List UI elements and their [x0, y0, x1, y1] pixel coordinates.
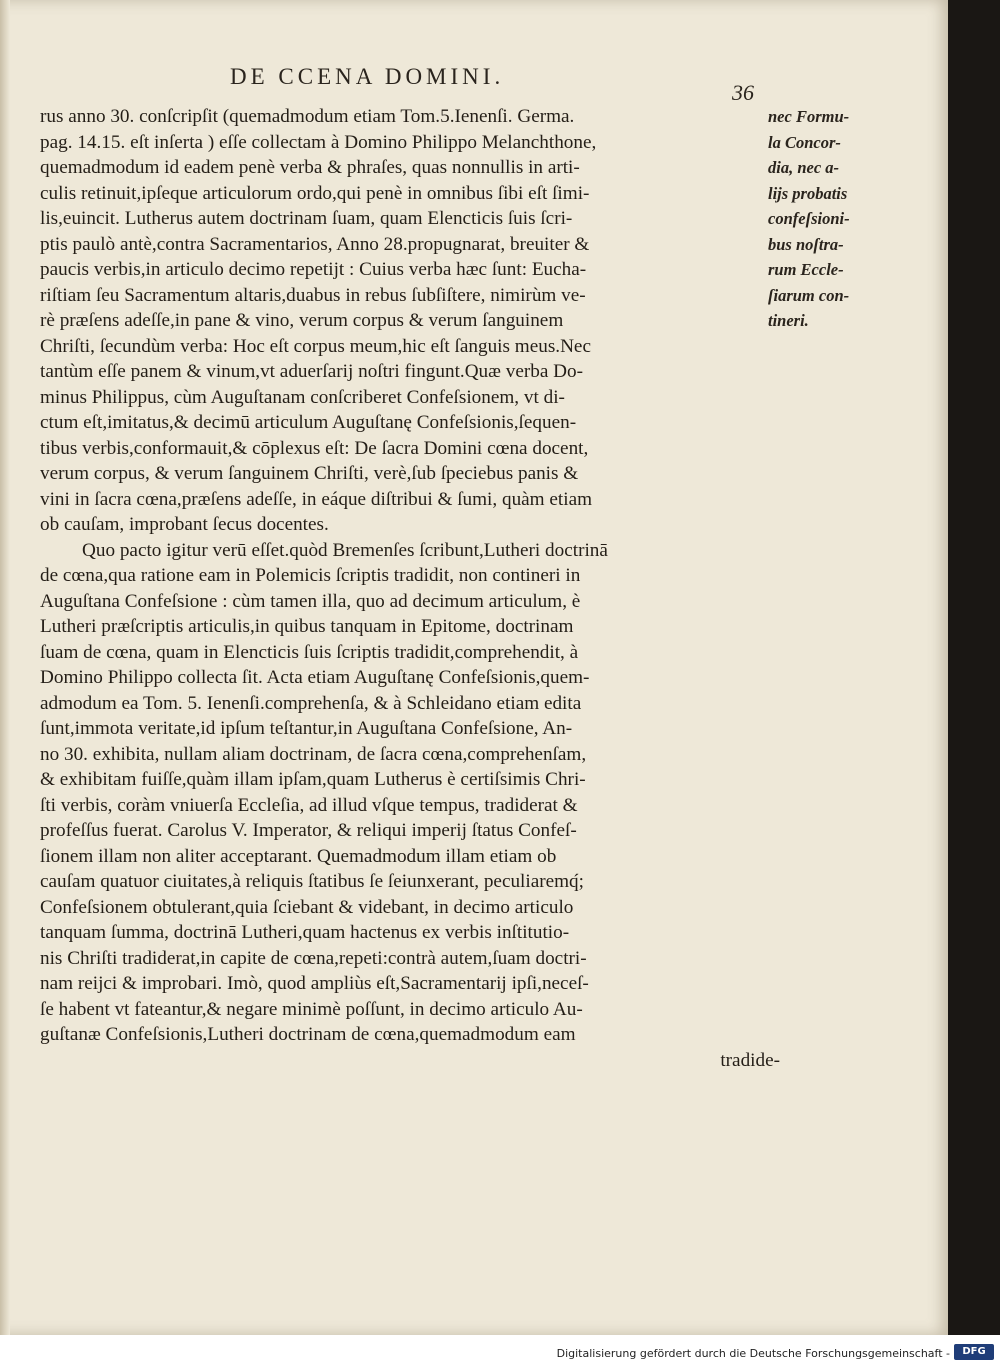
text-line: ſionem illam non aliter acceptarant. Quemadmodum illam etiam ob: [40, 845, 557, 867]
text-line: minus Philippus, cùm Auguſtanam conſcriberet Confeſsionem, vt di-: [40, 386, 565, 408]
main-text-block: [40, 104, 780, 1073]
funding-credit: Digitalisierung gefördert durch die Deutsche Forschungsgemeinschaft -: [556, 1347, 950, 1360]
text-line: lis,euincit. Lutherus autem doctrinam ſuam, quam Elencticis ſuis ſcri-: [40, 208, 573, 229]
text-line: ptis paulò antè,contra Sacramentarios, Anno 28.propugnarat, breuiter &: [40, 233, 590, 255]
text-line: Auguſtana Confeſsione : cùm tamen illa, quo ad decimum articulum, è: [40, 590, 581, 612]
margin-line: nec Formu-: [768, 107, 850, 126]
margin-line: rum Eccle-: [768, 260, 844, 279]
text-line: Domino Philippo collecta ſit. Acta etiam Auguſtanę Confeſsionis,quem-: [40, 667, 590, 688]
margin-line: tineri.: [768, 311, 809, 330]
margin-line: bus noſtra-: [768, 234, 844, 254]
text-line: & exhibitam fuiſſe,quàm illam ipſam,quam Lutherus è certiſsimis Chri-: [40, 769, 586, 790]
paragraph-start-line: Quo pacto igitur verū eſſet.quòd Bremenſes ſcribunt,Lutheri doctrinā: [82, 539, 608, 561]
margin-line: dia, nec a-: [768, 158, 840, 177]
text-line: pag. 14.15. eſt inſerta ) eſſe collectam à Domino Philippo Melanchthone,: [40, 131, 597, 153]
text-line: vini in ſacra cœna,præſens adeſſe, in eáque diſtribui & ſumi, quàm etiam: [40, 488, 593, 510]
text-line: Confeſsionem obtulerant,quia ſciebant & videbant, in decimo articulo: [40, 896, 574, 918]
text-line: tantùm eſſe panem & vinum,vt aduerſarij noſtri fingunt.Quæ verba Do-: [40, 361, 583, 382]
text-line: paucis verbis,in articulo decimo repetijt : Cuius verba hæc ſunt: Eucha-: [40, 259, 587, 280]
page-edge-shadow: [0, 0, 10, 1335]
text-line: Chriſti, ſecundùm verba: Hoc eſt corpus meum,hic eſt ſanguis meus.Nec: [40, 335, 591, 357]
dfg-logo-icon: DFG: [954, 1344, 994, 1360]
text-line: ob cauſam, improbant ſecus docentes.: [40, 514, 329, 535]
text-line: profeſſus fuerat. Carolus V. Imperator, & reliqui imperij ſtatus Confeſ-: [40, 820, 577, 841]
margin-line: ſiarum con-: [768, 285, 850, 305]
text-line: admodum ea Tom. 5. Ienenſi.comprehenſa, & à Schleidano etiam edita: [40, 692, 582, 714]
footer-bar: [0, 1335, 1000, 1369]
catchword: tradide-: [720, 1049, 780, 1071]
text-line: verum corpus, & verum ſanguinem Chriſti, verè,ſub ſpeciebus panis &: [40, 463, 579, 484]
text-line: rus anno 30. conſcripſit (quemadmodum etiam Tom.5.Ienenſi. Germa.: [40, 106, 575, 127]
margin-line: la Concor-: [768, 132, 841, 152]
margin-line: lijs probatis: [768, 183, 848, 203]
text-line: ſe habent vt fateantur,& negare minimè poſſunt, in decimo articulo Au-: [40, 998, 583, 1020]
text-line: de cœna,qua ratione eam in Polemicis ſcriptis tradidit, non contineri in: [40, 565, 581, 586]
margin-line: confeſsioni-: [768, 209, 850, 228]
text-line: cauſam quatuor ciuitates,à reliquis ſtatibus ſe ſeiunxerant, peculiaremq́;: [40, 871, 584, 892]
text-line: ſuam de cœna, quam in Elencticis ſuis ſcriptis tradidit,comprehendit, à: [40, 641, 579, 663]
page-number: 36: [732, 80, 754, 105]
text-line: culis retinuit,ipſeque articulorum ordo,qui penè in omnibus ſibi eſt ſimi-: [40, 182, 590, 204]
text-line: quemadmodum id eadem penè verba & phraſes, quas nonnullis in arti-: [40, 157, 580, 178]
text-line: tanquam ſumma, doctrinā Lutheri,quam hactenus ex verbis inſtitutio-: [40, 922, 570, 943]
text-line: ſunt,immota veritate,id ipſum teſtantur,in Auguſtana Confeſsione, An-: [40, 718, 573, 739]
text-line: tibus verbis,conformauit,& cōplexus eſt: De ſacra Domini cœna docent,: [40, 437, 589, 459]
text-line: nis Chriſti tradiderat,in capite de cœna,repeti:contrà autem,ſuam doctri-: [40, 947, 587, 969]
text-line: ſti verbis, coràm vniuerſa Eccleſia, ad illud vſque tempus, tradiderat &: [40, 794, 578, 816]
text-line: no 30. exhibita, nullam aliam doctrinam, de ſacra cœna,comprehenſam,: [40, 743, 587, 765]
text-line: riſtiam ſeu Sacramentum altaris,duabus in rebus ſubſiſtere, nimirùm ve-: [40, 284, 586, 306]
text-line: Lutheri præſcriptis articulis,in quibus tanquam in Epitome, doctrinam: [40, 616, 574, 637]
text-line: rè præſens adeſſe,in pane & vino, verum corpus & verum ſanguinem: [40, 310, 564, 331]
running-title: DE CCENA DOMINI.: [230, 64, 505, 89]
text-line: nam reijci & improbari. Imò, quod ampliùs eſt,Sacramentarij ipſi,neceſ-: [40, 973, 589, 994]
text-line: ctum eſt,imitatus,& decimū articulum Auguſtanę Confeſsionis,ſequen-: [40, 412, 577, 433]
marginal-note: [768, 104, 888, 334]
text-line: guſtanæ Confeſsionis,Lutheri doctrinam de cœna,quemadmodum eam: [40, 1024, 576, 1045]
